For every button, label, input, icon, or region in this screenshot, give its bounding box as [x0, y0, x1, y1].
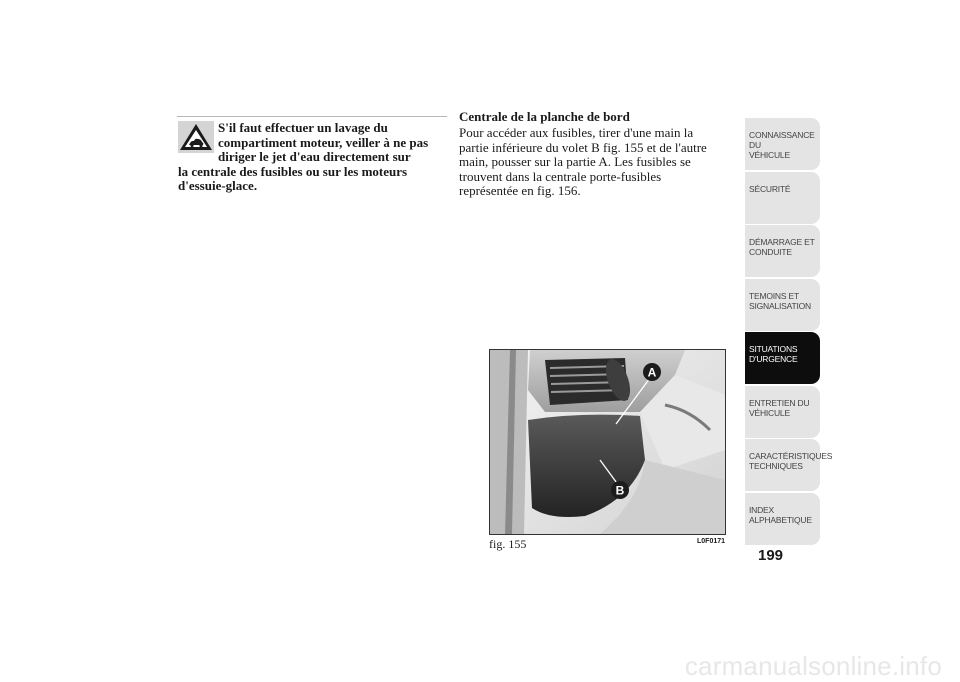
tab-label-line: SÉCURITÉ — [749, 183, 791, 194]
section-body — [459, 126, 734, 199]
warning-top-rule — [177, 116, 447, 117]
tab-situations-d-urgence[interactable] — [745, 332, 820, 384]
warning-line-1: S'il faut effectuer un lavage du — [218, 120, 388, 135]
tab-temoins-et-signalisation[interactable] — [745, 279, 820, 331]
tab-label-line: INDEX — [749, 504, 774, 515]
chapter-tabs — [745, 118, 833, 546]
tab-label-line: TEMOINS ET — [749, 290, 799, 301]
tab-label-line: SITUATIONS — [749, 344, 798, 354]
body-line-2: partie inférieure du volet B fig. 155 et de l'autre — [459, 139, 707, 155]
figure-code: L0F0171 — [697, 538, 726, 545]
tab-label-line: VÉHICULE — [749, 150, 790, 160]
tab-label-line: ENTRETIEN DU — [749, 397, 810, 408]
tab-label-line: CARACTÉRISTIQUES — [749, 451, 833, 461]
tab-label-line: CONNAISSANCE DU — [749, 130, 815, 150]
body-line-1: Pour accéder aux fusibles, tirer d'une main la — [459, 125, 694, 140]
warning-line-5: d'essuie-glace. — [178, 178, 258, 193]
tab-entretien-du-vehicule[interactable] — [745, 386, 820, 438]
tab-label-line: TECHNIQUES — [749, 461, 803, 471]
tab-connaissance-du-vehicule[interactable] — [745, 118, 820, 170]
body-line-5: représentée en fig. 156. — [459, 183, 581, 199]
figure-label-a: A — [647, 365, 657, 380]
tab-index-alphabetique[interactable] — [745, 493, 820, 545]
watermark-text: carmanualsonline.info — [684, 651, 942, 681]
warning-line-2: compartiment moteur, veiller à ne pas — [218, 134, 429, 150]
warning-paragraph — [178, 121, 450, 194]
tab-securite[interactable] — [745, 172, 820, 224]
body-line-3: main, pousser sur la partie A. Les fusibles se — [459, 154, 691, 170]
tab-label-line: VÉHICULE — [749, 407, 790, 418]
body-line-4: trouvent dans la centrale porte-fusibles — [459, 168, 662, 184]
tab-label-line: D'URGENCE — [749, 354, 798, 364]
tab-label-line: DÉMARRAGE ET — [749, 237, 815, 247]
watermark — [0, 649, 960, 679]
page-number: 199 — [758, 547, 784, 564]
tab-label-line: SIGNALISATION — [749, 300, 811, 311]
figure-caption: fig. 155 — [489, 537, 527, 551]
warning-line-4: la centrale des fusibles ou sur les moteurs — [178, 163, 408, 179]
tab-label-line: CONDUITE — [749, 247, 792, 257]
tab-caracteristiques-techniques[interactable] — [745, 439, 833, 491]
figure-label-b: B — [615, 483, 625, 498]
fuse-box-figure — [489, 349, 726, 535]
tab-demarrage-et-conduite[interactable] — [745, 225, 820, 277]
section-title: Centrale de la planche de bord — [459, 109, 630, 124]
warning-line-3: diriger le jet d'eau directement sur — [218, 149, 411, 164]
tab-label-line: ALPHABETIQUE — [749, 514, 812, 525]
